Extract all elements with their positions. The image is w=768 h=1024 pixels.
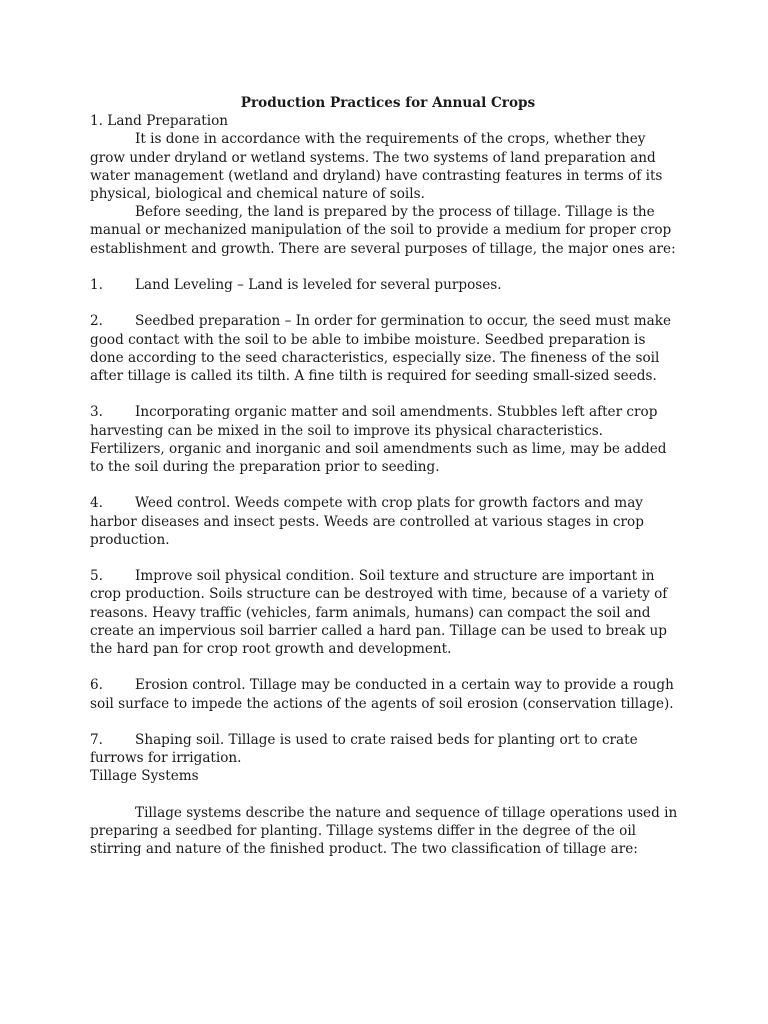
list-item-text: Shaping soil. Tillage is used to crate raised beds for planting ort to crate furrows for irrigation. xyxy=(90,732,638,767)
section-heading-land-preparation: 1. Land Preparation xyxy=(90,113,229,130)
list-item-number: 5. xyxy=(90,568,103,585)
section-heading-tillage-systems: Tillage Systems xyxy=(90,768,199,785)
list-item xyxy=(90,494,680,549)
document-body xyxy=(90,94,680,858)
list-item-text: Land Leveling – Land is leveled for several purposes. xyxy=(135,277,502,294)
tillage-systems-paragraph: Tillage systems describe the nature and sequence of tillage operations used in preparing a seedbed for planting. Tillage systems differ in the degree of the oil stirring and nature of the finished product. The two classification of tillage are: xyxy=(90,804,678,858)
list-item xyxy=(90,676,680,712)
tillage-paragraph: Before seeding, the land is prepared by the process of tillage. Tillage is the manual or mechanized manipulation of the soil to provide a medium for proper crop establishment and growth. There are several purposes of tillage, the major ones are: xyxy=(90,204,676,257)
intro-paragraph: It is done in accordance with the requirements of the crops, whether they grow under dryland or wetland systems. The two systems of land preparation and water management (wetland and dryland) have contrasting features in terms of its physical, biological and chemical nature of soils. xyxy=(90,131,663,203)
list-item-number: 2. xyxy=(90,313,103,330)
list-item xyxy=(90,567,680,658)
list-item-text: Improve soil physical condition. Soil texture and structure are important in crop production. Soils structure can be destroyed with time, because of a variety of reasons. Heavy traffic (vehicles, farm animals, humans) can compact the soil and create an impervious soil barrier called a hard pan. Tillage can be used to break up the hard pan for crop root growth and development. xyxy=(90,568,668,658)
list-item xyxy=(90,276,680,294)
list-item-number: 7. xyxy=(90,732,103,748)
list-item-number: 3. xyxy=(90,404,103,421)
list-item xyxy=(90,403,680,476)
purposes-list xyxy=(90,276,680,767)
list-item xyxy=(90,731,680,767)
list-item-text: Seedbed preparation – In order for germination to occur, the seed must make good contact with the soil to be able to imbibe moisture. Seedbed preparation is done according to the seed characteristics, especially size. The fineness of the soil after tillage is called its tilth. A fine tilth is required for seeding small-sized seeds. xyxy=(90,313,671,385)
list-item-text: Erosion control. Tillage may be conducted in a certain way to provide a rough soil surface to impede the actions of the agents of soil erosion (conservation tillage). xyxy=(90,677,674,712)
list-item-number: 6. xyxy=(90,677,103,694)
list-item-number: 4. xyxy=(90,495,103,512)
list-item xyxy=(90,312,680,385)
list-item-text: Incorporating organic matter and soil amendments. Stubbles left after crop harvesting can be mixed in the soil to improve its physical characteristics. Fertilizers, organic and inorganic and soil amendments such as lime, may be added to the soil during the preparation prior to seeding. xyxy=(90,404,667,476)
document-title: Production Practices for Annual Crops xyxy=(240,95,536,111)
list-item-number: 1. xyxy=(90,277,103,294)
list-item-text: Weed control. Weeds compete with crop plats for growth factors and may harbor diseases and insect pests. Weeds are controlled at various stages in crop production. xyxy=(90,495,644,548)
